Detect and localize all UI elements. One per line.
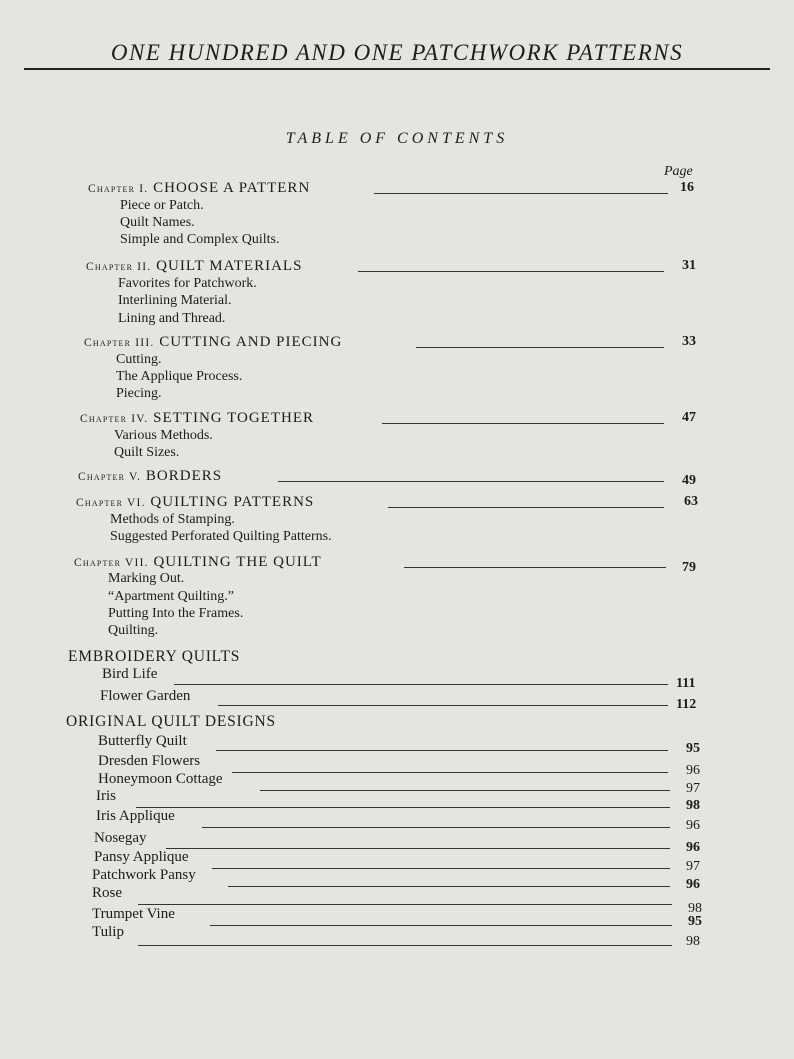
dot-leader	[382, 423, 664, 424]
toc-item[interactable]	[92, 906, 702, 929]
chapter-page: 47	[682, 410, 696, 425]
dot-leader	[216, 750, 668, 751]
item-page: 96	[686, 818, 700, 833]
toc-item[interactable]	[92, 867, 702, 892]
item-title: Pansy Applique	[94, 849, 189, 865]
book-title: ONE HUNDRED AND ONE PATCHWORK PATTERNS	[110, 40, 684, 65]
item-page: 97	[686, 859, 700, 874]
toc-subtopic: Quilting.	[108, 623, 159, 638]
toc-subtopic: Piecing.	[116, 386, 162, 401]
dot-leader	[202, 827, 670, 828]
dot-leader	[358, 271, 664, 272]
toc-subtopic: Various Methods.	[114, 428, 213, 443]
toc-item[interactable]	[102, 666, 702, 691]
toc-item[interactable]	[98, 771, 702, 796]
item-page: 96	[686, 877, 700, 892]
toc-title: TABLE OF CONTENTS	[285, 130, 509, 147]
chapter-page: 49	[682, 473, 696, 488]
toc-item[interactable]	[94, 849, 702, 874]
toc-subtopic: Favorites for Patchwork.	[118, 276, 257, 291]
toc-subtopic: Lining and Thread.	[118, 311, 226, 326]
toc-subtopic: Simple and Complex Quilts.	[120, 232, 280, 247]
toc-subtopic: Suggested Perforated Quilting Patterns.	[110, 529, 332, 544]
chapter-title: CHOOSE A PATTERN	[153, 180, 311, 196]
chapter-title: QUILTING THE QUILT	[153, 554, 322, 570]
item-title: Patchwork Pansy	[92, 867, 196, 883]
item-page: 95	[688, 914, 702, 929]
toc-subtopic: The Applique Process.	[116, 369, 243, 384]
toc-subtopic: Quilt Sizes.	[114, 445, 180, 460]
page-column-label: Page	[664, 164, 693, 179]
chapter-prefix: Chapter V.	[78, 471, 142, 483]
chapter-page: 79	[682, 560, 696, 575]
item-title: Nosegay	[94, 830, 147, 846]
dot-leader	[404, 567, 666, 568]
chapter-prefix: Chapter VI.	[76, 497, 146, 509]
item-title: Butterfly Quilt	[98, 733, 187, 749]
chapter-prefix: Chapter III.	[84, 337, 155, 349]
chapter-prefix: Chapter I.	[88, 183, 149, 195]
section-heading-original-designs: ORIGINAL QUILT DESIGNS	[66, 713, 276, 730]
item-page: 111	[676, 676, 696, 691]
chapter-prefix: Chapter IV.	[80, 413, 149, 425]
chapter-prefix: Chapter II.	[86, 261, 152, 273]
chapter-page: 31	[682, 258, 696, 273]
toc-chapter-7[interactable]	[74, 554, 704, 575]
toc-item[interactable]	[94, 830, 702, 855]
dot-leader	[374, 193, 668, 194]
item-page: 98	[686, 934, 700, 949]
chapter-title: CUTTING AND PIECING	[159, 334, 343, 350]
toc-subtopic: “Apartment Quilting.”	[108, 589, 234, 604]
toc-subtopic: Interlining Material.	[118, 293, 232, 308]
toc-chapter-2[interactable]	[86, 258, 700, 276]
section-heading-embroidery: EMBROIDERY QUILTS	[68, 648, 241, 665]
toc-subtopic: Cutting.	[116, 352, 162, 367]
toc-item[interactable]	[100, 688, 702, 712]
item-page: 96	[686, 840, 700, 855]
item-page: 97	[686, 781, 700, 796]
dot-leader	[278, 481, 664, 482]
toc-chapter-6[interactable]	[76, 494, 700, 512]
dot-leader	[218, 705, 668, 706]
dot-leader	[138, 904, 672, 905]
toc-chapter-1[interactable]	[88, 180, 700, 198]
chapter-page: 63	[684, 494, 698, 509]
dot-leader	[388, 507, 664, 508]
toc-subtopic: Piece or Patch.	[120, 198, 204, 213]
toc-item[interactable]	[96, 788, 702, 813]
item-page: 98	[688, 901, 702, 916]
item-title: Honeymoon Cottage	[98, 771, 223, 787]
chapter-title: SETTING TOGETHER	[153, 410, 314, 426]
toc-item[interactable]	[92, 924, 702, 949]
item-page: 112	[676, 697, 697, 712]
chapter-title: BORDERS	[145, 468, 223, 484]
chapter-page: 16	[680, 180, 694, 195]
chapter-page: 33	[682, 334, 696, 349]
chapter-prefix: Chapter VII.	[74, 557, 149, 569]
toc-chapter-4[interactable]	[80, 410, 700, 428]
item-title: Iris Applique	[96, 808, 175, 824]
item-title: Bird Life	[102, 666, 158, 682]
header-rule	[24, 68, 770, 70]
toc-item[interactable]	[98, 753, 702, 778]
toc-subtopic: Putting Into the Frames.	[108, 606, 244, 621]
chapter-title: QUILTING PATTERNS	[150, 494, 315, 510]
chapter-title: QUILT MATERIALS	[156, 258, 303, 274]
toc-subtopic: Quilt Names.	[120, 215, 195, 230]
item-page: 96	[686, 763, 700, 778]
item-title: Rose	[92, 885, 122, 901]
toc-subtopic: Methods of Stamping.	[110, 512, 235, 527]
toc-chapter-3[interactable]	[84, 334, 700, 352]
item-title: Flower Garden	[100, 688, 191, 704]
item-title: Tulip	[92, 924, 124, 940]
toc-item[interactable]	[98, 733, 702, 756]
item-title: Trumpet Vine	[92, 906, 175, 922]
toc-chapter-5[interactable]	[78, 468, 700, 486]
dot-leader	[416, 347, 664, 348]
dot-leader	[138, 945, 672, 946]
dot-leader	[174, 684, 668, 685]
item-page: 95	[686, 741, 700, 756]
toc-item[interactable]	[96, 808, 702, 833]
item-page: 98	[686, 798, 700, 813]
item-title: Dresden Flowers	[98, 753, 201, 769]
item-title: Iris	[96, 788, 116, 804]
toc-subtopic: Marking Out.	[108, 571, 185, 586]
